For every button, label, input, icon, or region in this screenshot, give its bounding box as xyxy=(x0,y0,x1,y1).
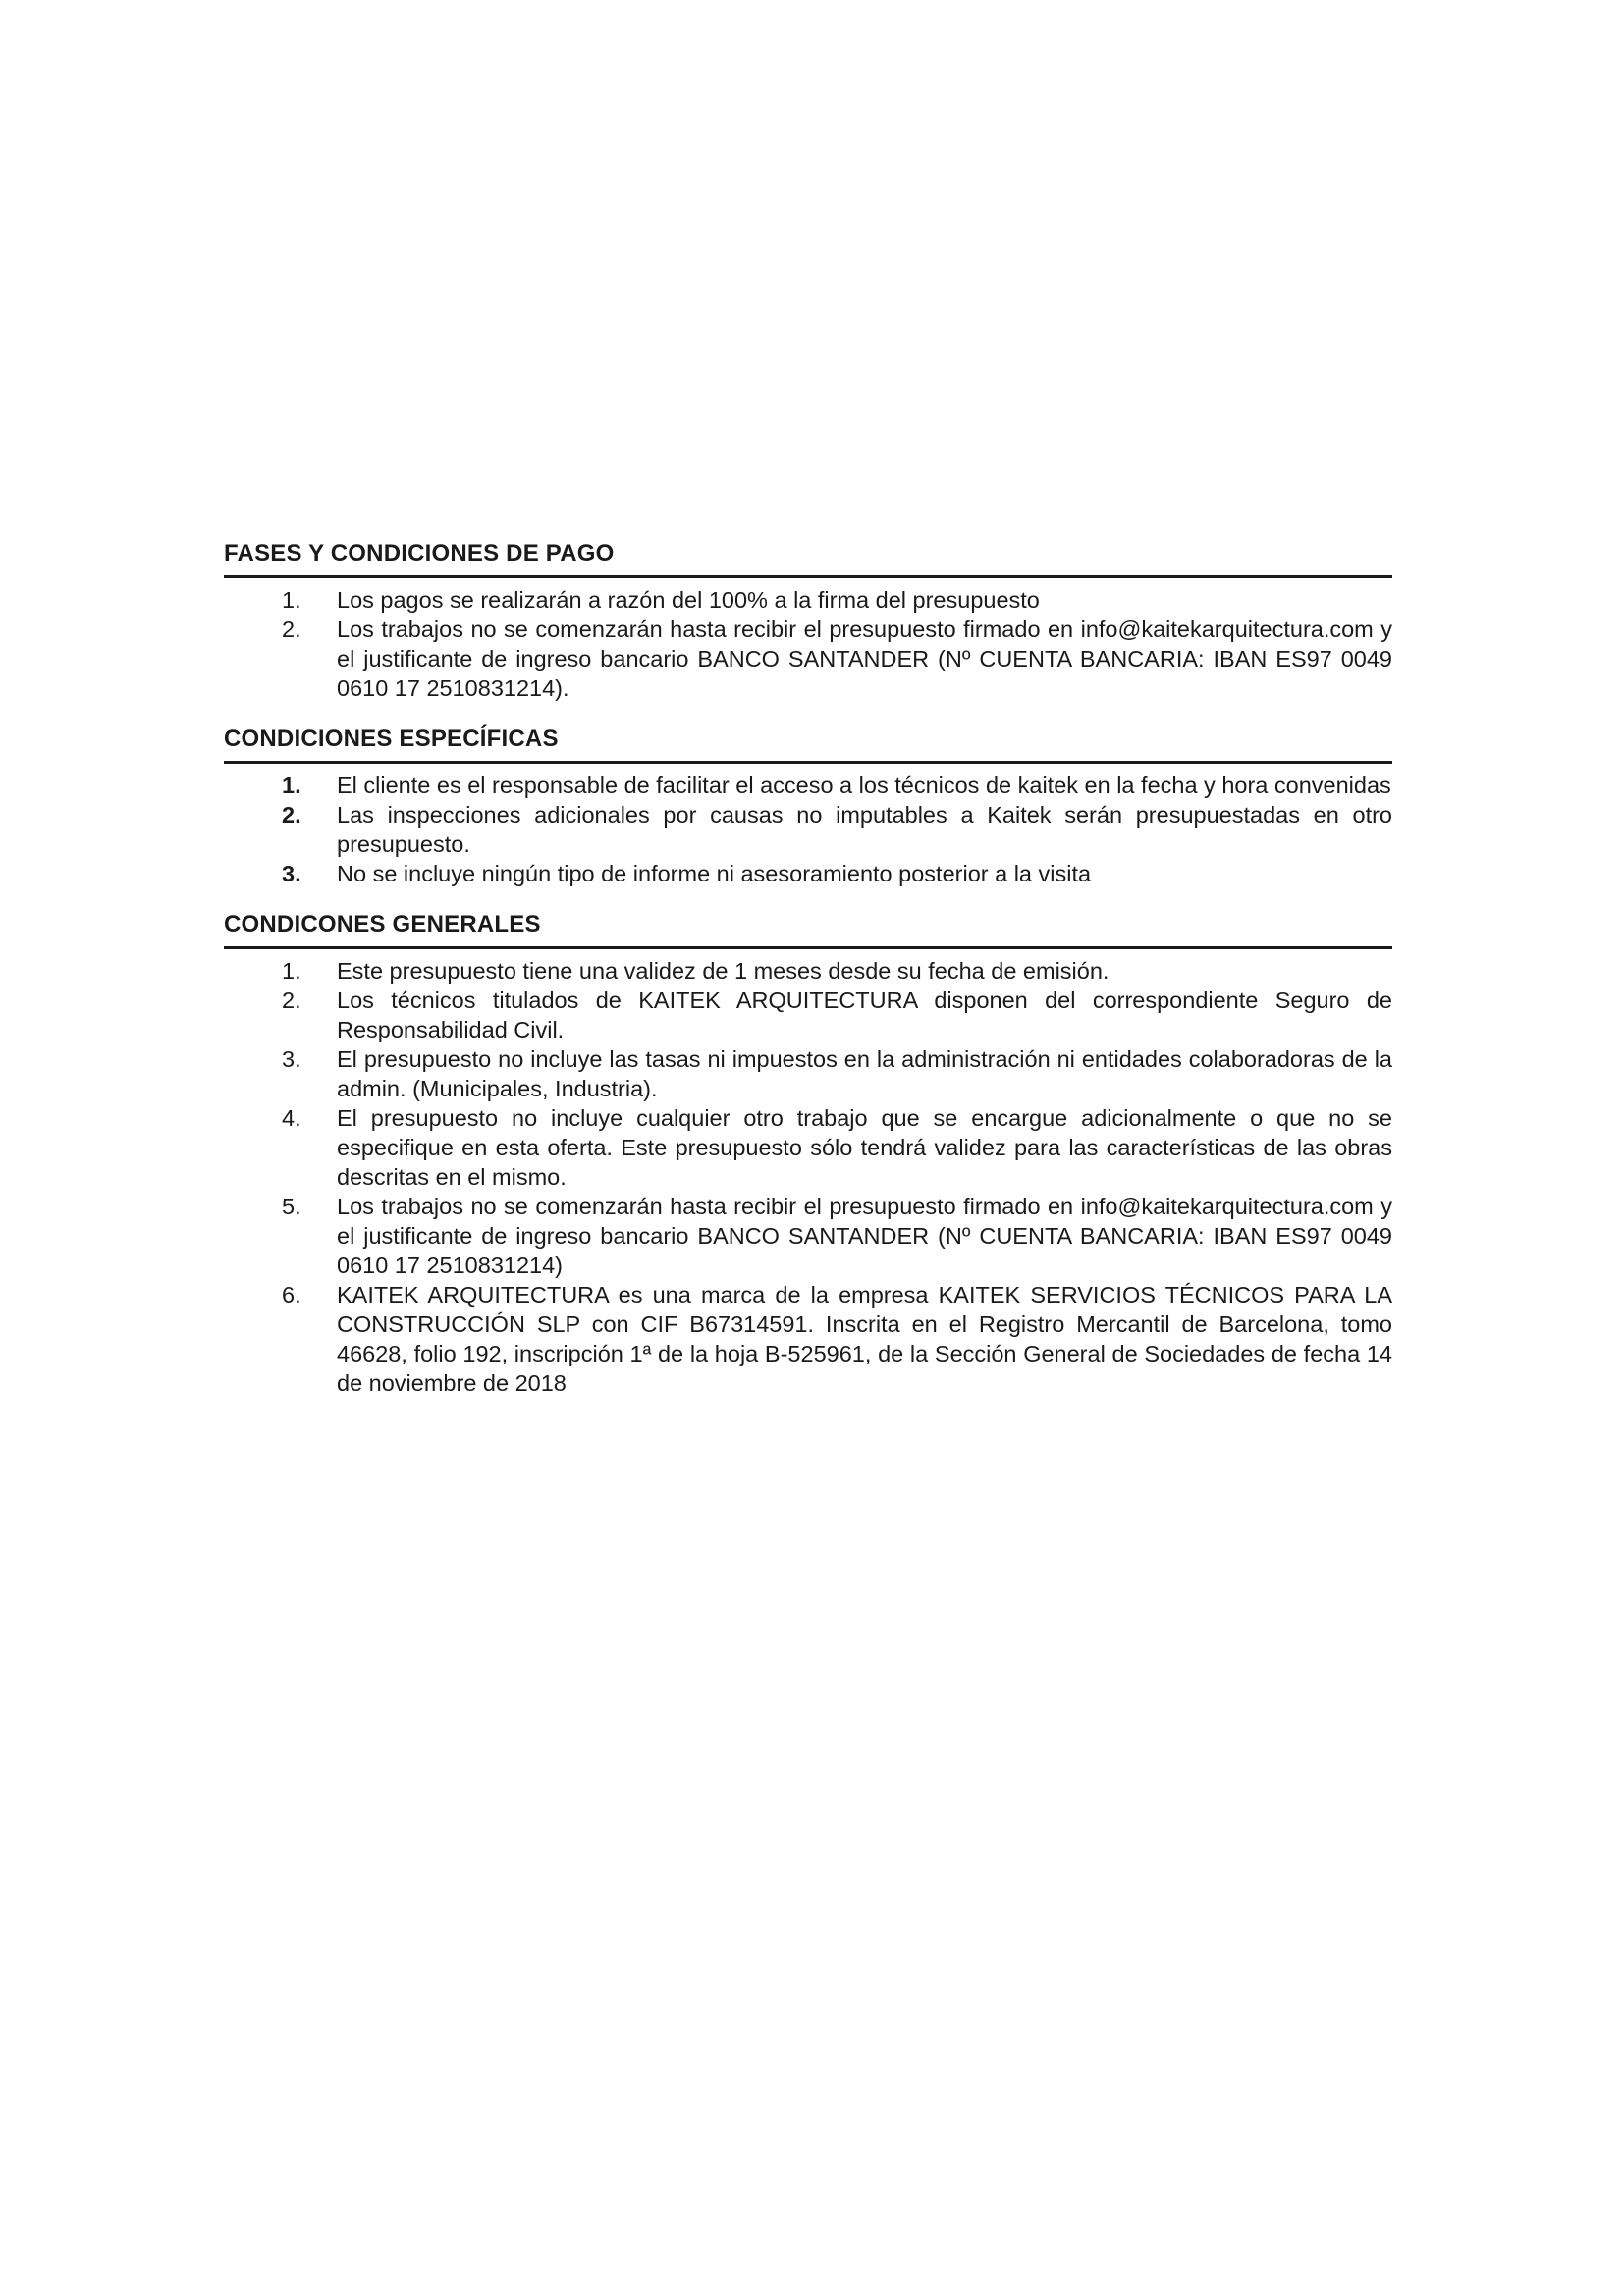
list-item xyxy=(224,986,1392,1044)
list-item xyxy=(224,1044,1392,1103)
list-item-number: 2. xyxy=(282,802,301,828)
list-item xyxy=(224,771,1392,800)
list-item-number: 6. xyxy=(282,1282,301,1308)
section-heading-fases-pago: FASES Y CONDICIONES DE PAGO xyxy=(224,538,1392,578)
list-item xyxy=(224,1103,1392,1192)
list-item-number: 4. xyxy=(282,1105,301,1131)
list-item-number: 1. xyxy=(282,773,301,798)
list-item-number: 1. xyxy=(282,958,301,984)
list-item-number: 5. xyxy=(282,1194,301,1219)
list-item xyxy=(224,800,1392,859)
list-item-text: Las inspecciones adicionales por causas no imputables a Kaitek serán presupuestadas en otro presupuesto. xyxy=(337,802,1392,857)
list-item-text: Los trabajos no se comenzarán hasta recibir el presupuesto firmado en info@kaitekarquitectura.com y el justificante de ingreso bancario BANCO SANTANDER (Nº CUENTA BANCARIA: IBAN ES97 0049 0610 17 2510831214). xyxy=(337,616,1392,701)
list-item xyxy=(224,1280,1392,1398)
list-item-text: No se incluye ningún tipo de informe ni asesoramiento posterior a la visita xyxy=(337,861,1092,886)
document-content xyxy=(224,538,1392,1398)
list-item-text: KAITEK ARQUITECTURA es una marca de la empresa KAITEK SERVICIOS TÉCNICOS PARA LA CONSTRUCCIÓN SLP con CIF B67314591. Inscrita en el Registro Mercantil de Barcelona, tomo 46628, folio 192, inscripción 1ª de la hoja B-525961, de la Sección General de Sociedades de fecha 14 de noviembre de 2018 xyxy=(337,1282,1392,1396)
list-item-text: Este presupuesto tiene una validez de 1 meses desde su fecha de emisión. xyxy=(337,958,1110,984)
list-item-text: Los pagos se realizarán a razón del 100% a la firma del presupuesto xyxy=(337,587,1040,613)
list-item-text: El presupuesto no incluye las tasas ni impuestos en la administración ni entidades colaboradoras de la admin. (Municipales, Industria). xyxy=(337,1046,1392,1101)
list-item-text: El cliente es el responsable de facilitar el acceso a los técnicos de kaitek en la fecha y hora convenidas xyxy=(337,773,1391,798)
list-item xyxy=(224,956,1392,986)
list-item xyxy=(224,859,1392,888)
list-item-number: 3. xyxy=(282,1046,301,1072)
fases-pago-list xyxy=(224,585,1392,703)
list-item xyxy=(224,585,1392,614)
list-item xyxy=(224,614,1392,703)
list-item-text: Los técnicos titulados de KAITEK ARQUITECTURA disponen del correspondiente Seguro de Responsabilidad Civil. xyxy=(337,988,1392,1042)
list-item-number: 2. xyxy=(282,616,301,642)
section-fases-y-condiciones-de-pago xyxy=(224,538,1392,703)
condiciones-especificas-list xyxy=(224,771,1392,888)
condicones-generales-list xyxy=(224,956,1392,1398)
list-item-number: 1. xyxy=(282,587,301,613)
section-heading-condicones-generales: CONDICONES GENERALES xyxy=(224,909,1392,949)
list-item-text: El presupuesto no incluye cualquier otro trabajo que se encargue adicionalmente o que no se especifique en esta oferta. Este presupuesto sólo tendrá validez para las características de las obras descritas en el mismo. xyxy=(337,1105,1392,1190)
list-item-text: Los trabajos no se comenzarán hasta recibir el presupuesto firmado en info@kaitekarquitectura.com y el justificante de ingreso bancario BANCO SANTANDER (Nº CUENTA BANCARIA: IBAN ES97 0049 0610 17 2510831214) xyxy=(337,1194,1392,1278)
list-item-number: 2. xyxy=(282,988,301,1013)
section-condiciones-especificas xyxy=(224,723,1392,888)
list-item-number: 3. xyxy=(282,861,301,886)
section-heading-condiciones-especificas: CONDICIONES ESPECÍFICAS xyxy=(224,723,1392,764)
list-item xyxy=(224,1192,1392,1280)
section-condicones-generales xyxy=(224,909,1392,1398)
